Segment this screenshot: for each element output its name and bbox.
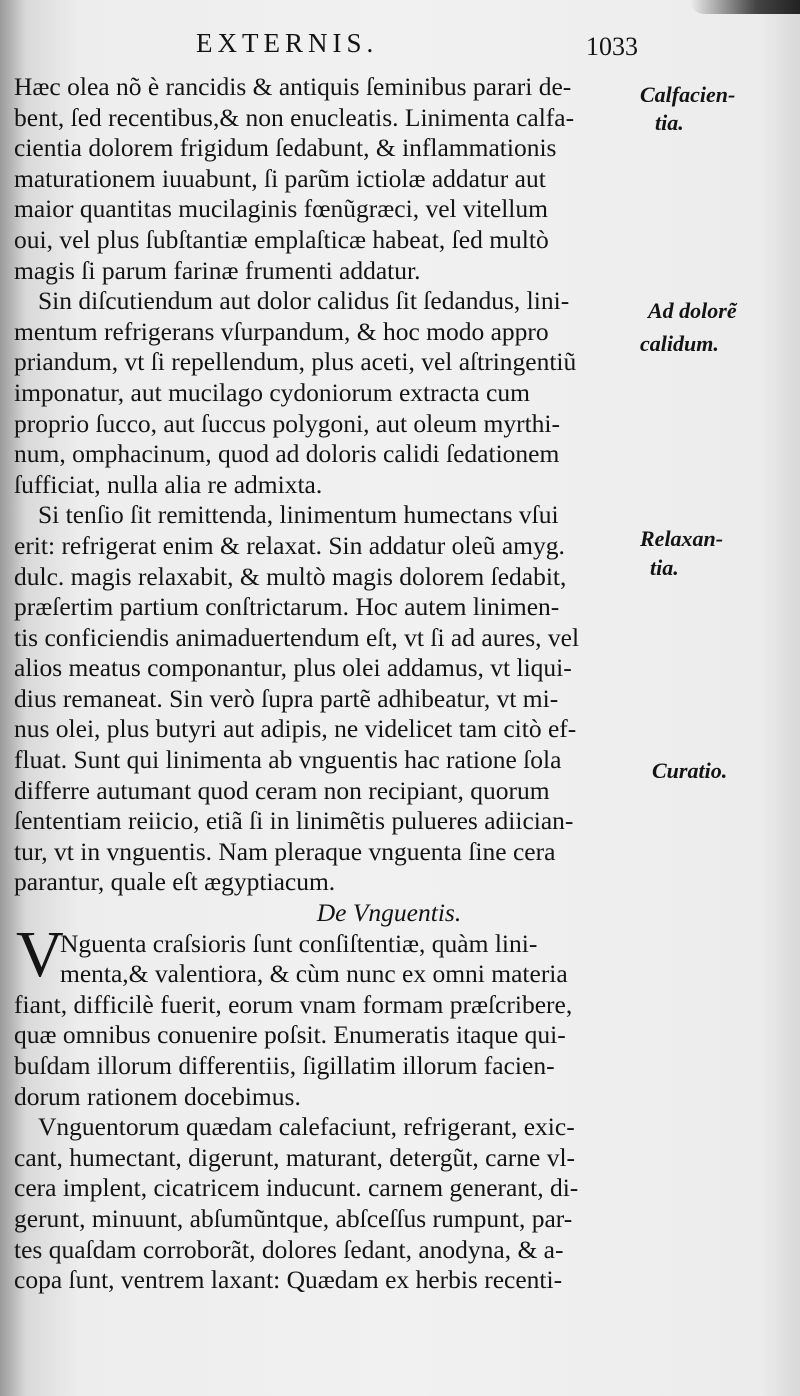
- drop-cap: V: [16, 918, 64, 991]
- text-line: tes quaſdam corroborãt, dolores ſedant, anodyna, & a-: [14, 1234, 564, 1264]
- text-line: dorum rationem docebimus.: [14, 1081, 301, 1111]
- marginal-note: calidum.: [640, 331, 719, 356]
- text-line: erit: refrigerat enim & relaxat. Sin addatur oleũ amyg.: [14, 530, 565, 560]
- text-line: ſufficiat, nulla alia re admixta.: [14, 469, 323, 499]
- text-line: alios meatus componantur, plus olei addamus, vt liqui-: [14, 653, 572, 683]
- text-line: Vnguentorum quædam calefaciunt, refrigerant, exic-: [38, 1112, 575, 1142]
- text-line: quæ omnibus conuenire poſsit. Enumeratis itaque qui-: [14, 1020, 566, 1050]
- text-line: cera implent, cicatricem inducunt. carnem generant, di-: [14, 1173, 579, 1203]
- text-line: buſdam illorum differentiis, ſigillatim illorum facien-: [14, 1051, 555, 1080]
- text-line: ſententiam reiicio, etiã ſi in linimẽtis pulueres adiician-: [14, 806, 574, 836]
- text-line: oui, vel plus ſubſtantiæ emplaſticæ habeat, ſed multò: [14, 224, 549, 254]
- page-number: 1033: [586, 32, 638, 61]
- text-line: gerunt, minuunt, abſumũntque, abſceſſus rumpunt, par-: [14, 1203, 573, 1233]
- marginal-note: Ad dolorẽ: [648, 298, 737, 323]
- text-line: tur, vt in vnguentis. Nam pleraque vnguenta ſine cera: [14, 836, 556, 866]
- main-text-block: [14, 72, 644, 1296]
- text-line: parantur, quale eſt ægyptiacum.: [14, 867, 336, 897]
- text-line: num, omphacinum, quod ad doloris calidi ſedationem: [14, 439, 560, 469]
- text-line: fluat. Sunt qui linimenta ab vnguentis hac ratione ſola: [14, 745, 562, 775]
- text-line: tis conficiendis animaduertendum eſt, vt ſi ad aures, vel: [14, 622, 580, 652]
- text-line: dulc. magis relaxabit, & multò magis dolorem ſedabit,: [14, 561, 567, 591]
- text-line: maturationem iuuabunt, ſi parũm ictiolæ addatur aut: [14, 163, 546, 193]
- text-line: bent, ſed recentibus,& non enucleatis. Linimenta calfa-: [14, 102, 575, 132]
- text-line: nus olei, plus butyri aut adipis, ne videlicet tam citò ef-: [14, 714, 577, 744]
- text-line: cientia dolorem frigidum ſedabunt, & inflammationis: [14, 133, 557, 163]
- marginal-note: Relaxan-: [640, 526, 724, 551]
- text-line: præſertim partium conſtrictarum. Hoc autem linimen-: [14, 592, 560, 622]
- page-corner-shadow: [690, 0, 800, 14]
- text-line: imponatur, aut mucilago cydoniorum extracta cum: [14, 377, 530, 407]
- marginal-note: Curatio.: [652, 758, 728, 783]
- text-line: Nguenta craſsioris ſunt conſiſtentiæ, quàm lini-: [60, 928, 538, 958]
- text-line: priandum, vt ſi repellendum, plus aceti, vel aſtringentiũ: [14, 347, 577, 377]
- text-line: cant, humectant, digerunt, maturant, detergũt, carne vl-: [14, 1142, 576, 1172]
- text-line: differre autumant quod ceram non recipiant, quorum: [14, 775, 550, 805]
- text-line: Si tenſio ſit remittenda, linimentum humectans vſui: [38, 500, 559, 530]
- text-line: dius remaneat. Sin verò ſupra partẽ adhibeatur, vt mi-: [14, 683, 559, 713]
- text-line: proprio ſucco, aut ſuccus polygoni, aut oleum myrthi-: [14, 408, 561, 438]
- text-line: mentum refrigerans vſurpandum, & hoc modo appro: [14, 316, 549, 346]
- text-line: Hæc olea nõ è rancidis & antiquis ſeminibus parari de-: [14, 72, 572, 101]
- running-head: EXTERNIS.: [196, 28, 379, 58]
- marginal-note: tia.: [650, 555, 679, 580]
- text-line: Sin diſcutiendum aut dolor calidus ſit ſedandus, lini-: [38, 286, 570, 316]
- section-heading: De Vnguentis.: [316, 898, 462, 928]
- text-line: fiant, difficilè fuerit, eorum vnam formam præſcribere,: [14, 989, 573, 1019]
- text-line: maior quantitas mucilaginis fœnũgræci, vel vitellum: [14, 194, 548, 224]
- text-line: copa ſunt, ventrem laxant: Quædam ex herbis recenti-: [14, 1265, 563, 1295]
- text-line: magis ſi parum farinæ frumenti addatur.: [14, 255, 421, 285]
- marginal-note: tia.: [655, 110, 684, 135]
- text-line: menta,& valentiora, & cùm nunc ex omni materia: [60, 959, 568, 989]
- marginal-note: Calfacien-: [640, 82, 736, 107]
